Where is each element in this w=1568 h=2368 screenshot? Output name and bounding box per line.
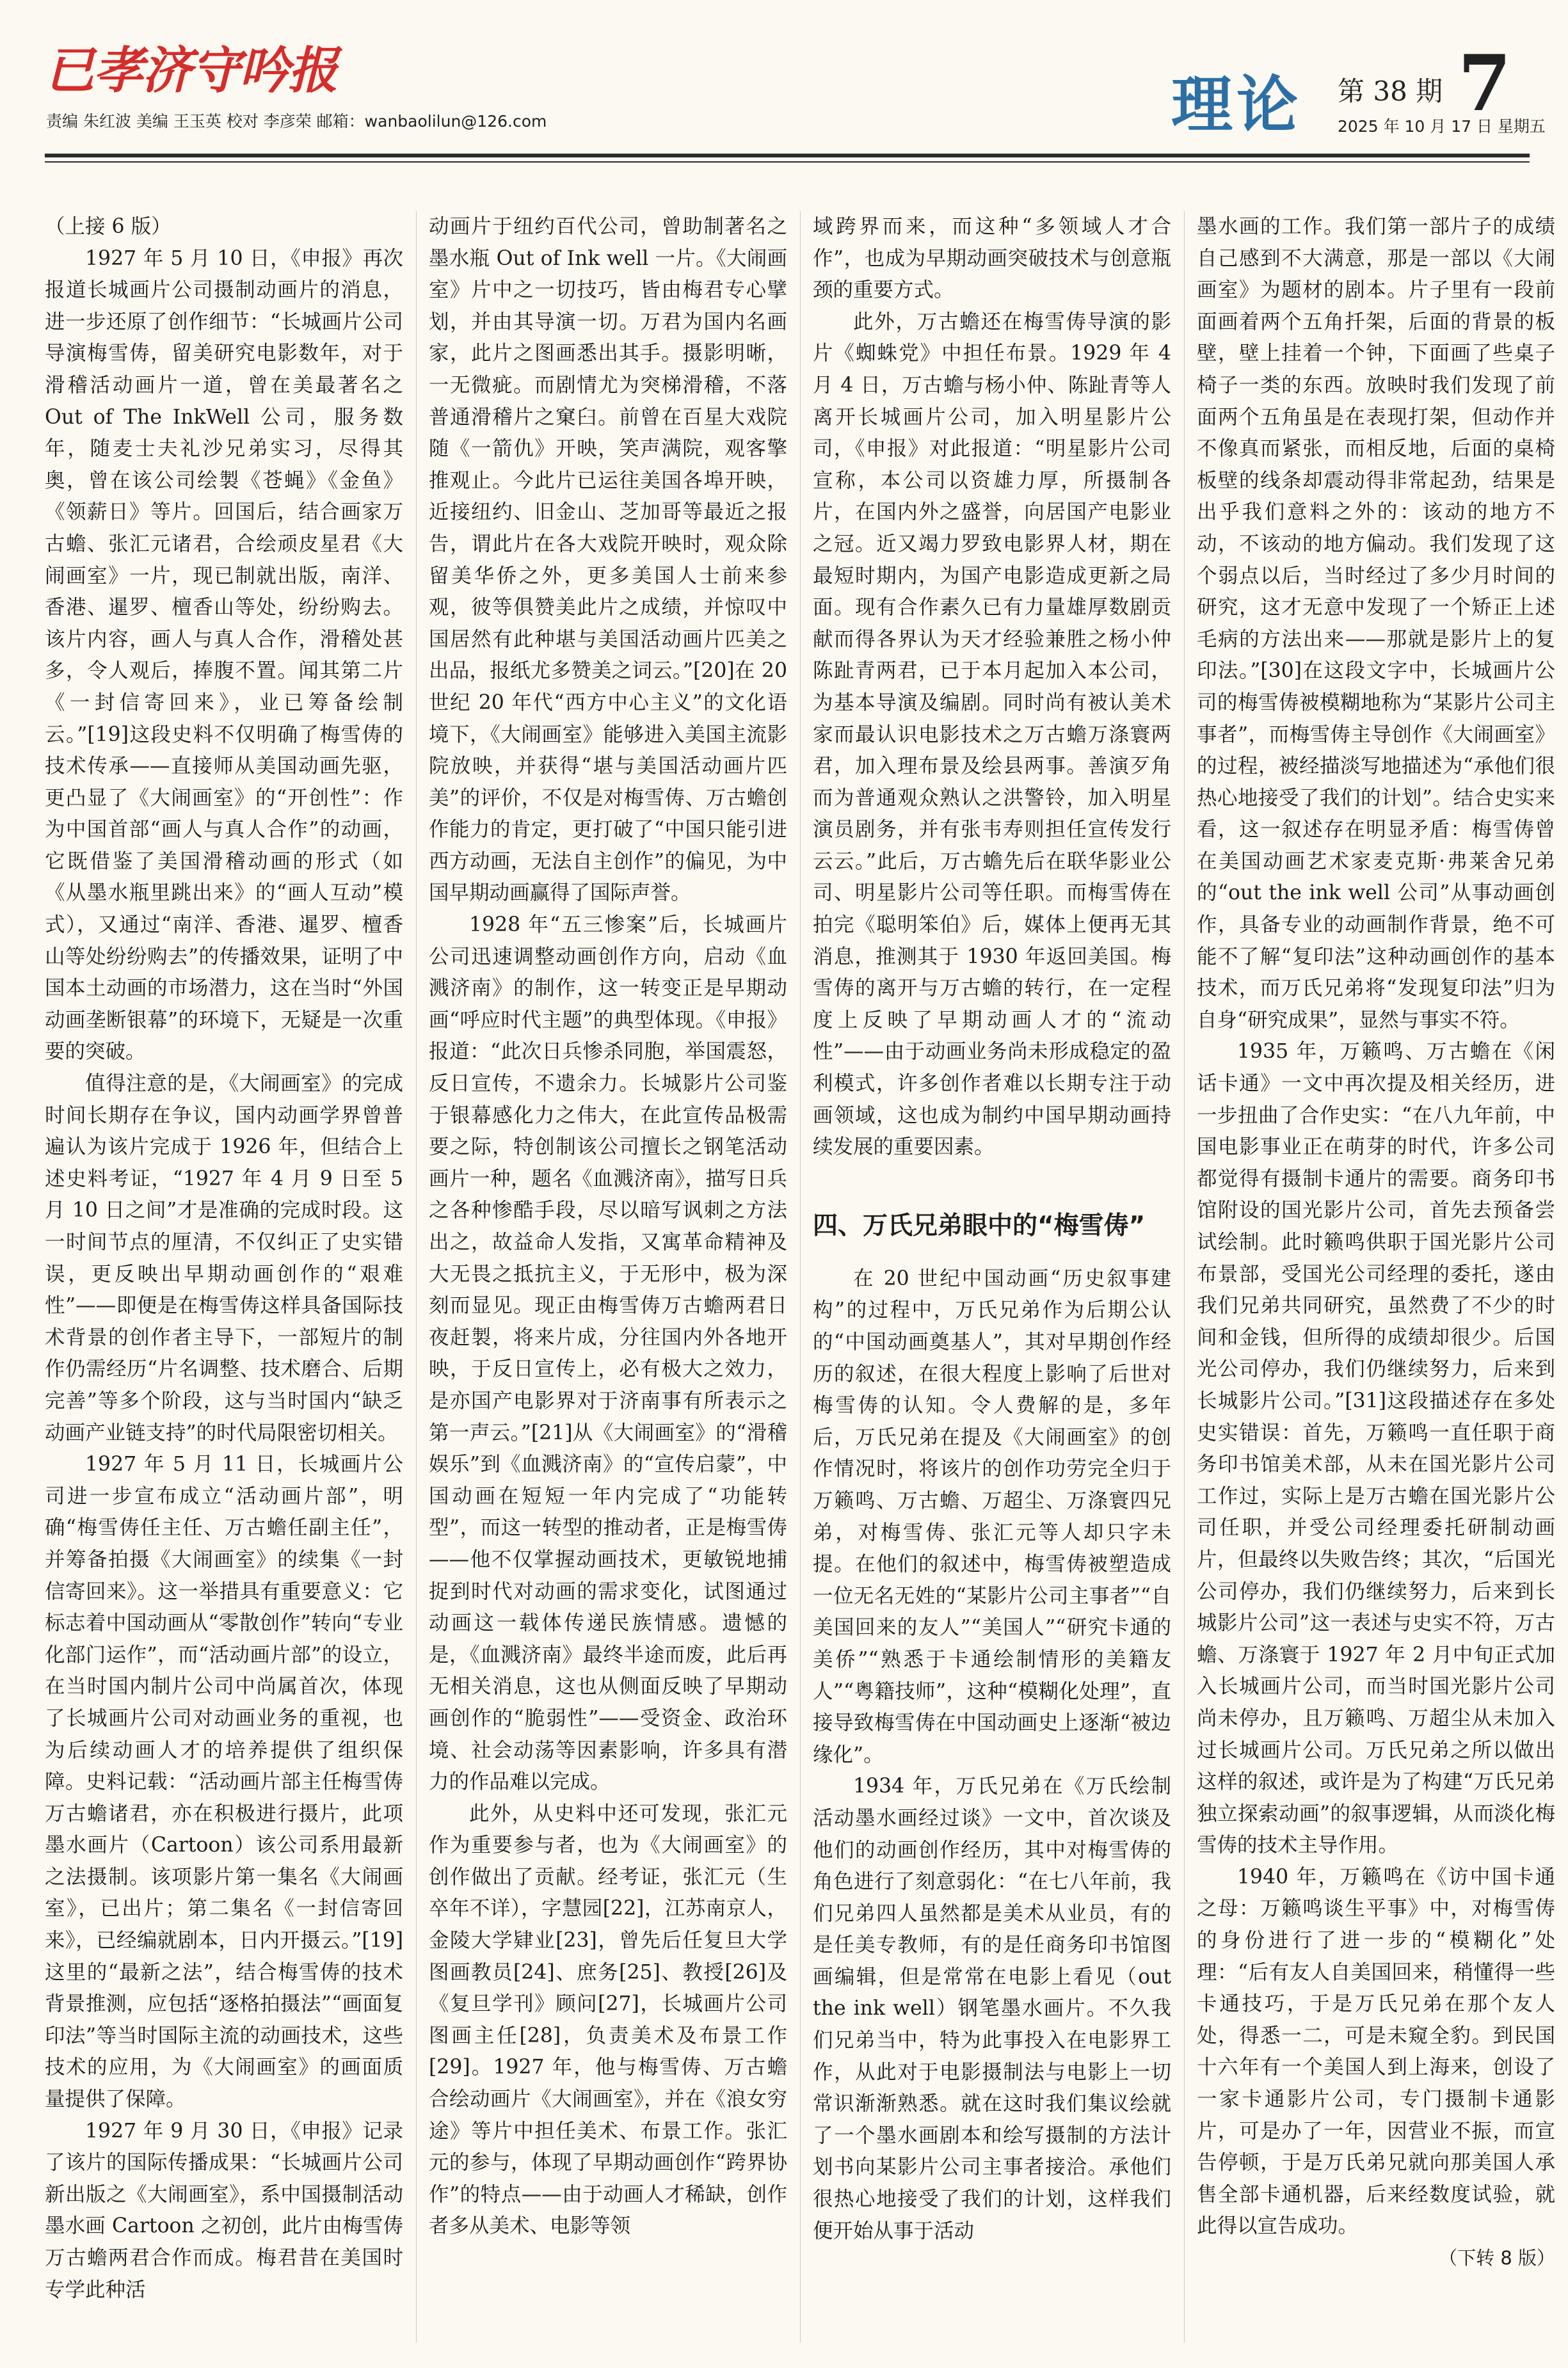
paragraph: 墨水画的工作。我们第一部片子的成绩自己感到不大满意，那是一部以《大闹画室》为题材的剧本。片子里有一段前面画着两个五角扦架，后面的背景的板壁，壁上挂着一个钟，下面画了些桌子椅子一类的东西。放映时我们发现了前面两个五角虽是在表现打架，但动作并不像真而紧张，而相反地，后面的桌椅板壁的线条却震动得非常起劲，结果是出乎我们意料之外的：该动的地方不动，不该动的地方偏动。我们发现了这个弱点以后，当时经过了多少月时间的研究，这才无意中发现了一个矫正上述毛病的方法出来——那就是影片上的复印法。”[30]在这段文字中，长城画片公司的梅雪俦被模糊地称为“某影片公司主事者”，而梅雪俦主导创作《大闹画室》的过程，被经描淡写地描述为“承他们很热心地接受了我们的计划”。结合史实来看，这一叙述存在明显矛盾：梅雪俦曾在美国动画艺术家麦克斯·弗莱舍兄弟的“out the ink well 公司”从事动画创作，具备专业的动画制作背景，绝不可能不了解“复印法”这种动画创作的基本技术，而万氏兄弟将“发现复印法”归为自身“研究成果”，显然与事实不符。 <box>1197 215 1555 1032</box>
column-divider <box>1184 211 1185 2342</box>
paragraph: 1935 年，万籁鸣、万古蟾在《闲话卡通》一文中再次提及相关经历，进一步扭曲了合作史实：“在八九年前，中国电影事业正在萌芽的时代，许多公司都觉得有摄制卡通片的需要。商务印书馆附设的国光影片公司，首先去预备尝试绘制。此时籁鸣供职于国光影片公司布景部，受国光公司经理的委托，遂由我们兄弟共同研究，虽然费了不少的时间和金钱，但所得的成绩却很少。后国光公司停办，我们仍继续努力，后来到长城影片公司。”[31]这段描述存在多处史实错误：首先，万籁鸣一直任职于商务印书馆美术部，从未在国光影片公司工作过，实际上是万古蟾在国光影片公司任职，并受公司经理委托研制动画片，但最终以失败告终；其次，“后国光公司停办，我们仍继续努力，后来到长城影片公司”这一表述与史实不符，万古蟾、万涤寰于 1927 年 2 月中旬正式加入长城画片公司，而当时国光影片公司尚未停办，且万籁鸣、万超尘从未加入过长城画片公司。万氏兄弟之所以做出这样的叙述，或许是为了构建“万氏兄弟独立探索动画”的叙事逻辑，从而淡化梅雪俦的技术主导作用。 <box>1197 1040 1555 1857</box>
page-header <box>45 26 1546 154</box>
header-rule <box>45 154 1530 157</box>
column-divider <box>800 211 801 2342</box>
paragraph: 1940 年，万籁鸣在《访中国卡通之母：万籁鸣谈生平事》中，对梅雪俦的身份进行了进一步的“模糊化”处理：“后有友人自美国回来，稍懂得一些卡通技巧，于是万氏兄弟在那个友人处，得悉一二，可是未窥全豹。到民国十六年有一个美国人到上海来，创设了一家卡通影片公司，专门摄制卡通影片，可是办了一年，因营业不振，而宣告停顿，于是万氏弟兄就向那美国人承售全部卡通机器，后来经数度试验，就此得以宣告成功。 <box>1197 1865 1555 2238</box>
section-heading: 四、万氏兄弟眼中的“梅雪俦” <box>813 1211 1146 1240</box>
publication-date: 2025 年 10 月 17 日 星期五 <box>1338 117 1546 136</box>
continued-on-note: （下转 8 版） <box>1439 2247 1555 2269</box>
paragraph: 1927 年 5 月 11 日，长城画片公司进一步宣布成立“活动画片部”，明确“梅雪俦任主任、万古蟾任副主任”，并筹备拍摄《大闹画室》的续集《一封信寄回来》。这一举措具有重要意义：它标志着中国动画从“零散创作”转向“专业化部门运作”，而“活动画片部”的设立，在当时国内制片公司中尚属首次，体现了长城画片公司对动画业务的重视，也为后续动画人才的培养提供了组织保障。史料记载：“活动画片部主任梅雪俦万古蟾诸君，亦在积极进行摄片，此项墨水画片（Cartoon）该公司系用最新之法摄制。该项影片第一集名《大闹画室》，已出片；第二集名《一封信寄回来》，已经编就剧本，日内开摄云。”[19]这里的“最新之法”，结合梅雪俦的技术背景推测，应包括“逐格拍摄法”“画面复印法”等当时国际主流的动画技术，这些技术的应用，为《大闹画室》的画面质量提供了保障。 <box>45 1453 403 2111</box>
header-rule-thin <box>45 161 1530 163</box>
column-2 <box>429 211 787 2342</box>
paragraph: 1927 年 9 月 30 日，《申报》记录了该片的国际传播成果：“长城画片公司新出版之《大闹画室》，系中国摄制活动墨水画 Cartoon 之初创，此片由梅雪俦万古蟾两君合作而成。梅君昔在美国时专学此种活 <box>45 2119 403 2301</box>
paragraph: 此外，从史料中还可发现，张汇元作为重要参与者，也为《大闹画室》的创作做出了贡献。经考证，张汇元（生卒年不详），字慧园[22]，江苏南京人，金陵大学肄业[23]，曾先后任复旦大学图画教员[24]、庶务[25]、教授[26]及《复旦学刊》顾问[27]，长城画片公司图画主任[28]，负责美术及布景工作[29]。1927 年，他与梅雪俦、万古蟾合绘动画片《大闹画室》，并在《浪女穷途》等片中担任美术、布景工作。张汇元的参与，体现了早期动画创作“跨界协作”的特点——由于动画人才稀缺，创作者多从美术、电影等领 <box>429 1802 787 2238</box>
column-3 <box>813 211 1171 2342</box>
continued-from-note: （上接 6 版） <box>45 215 172 238</box>
paragraph: 1928 年“五三惨案”后，长城画片公司迅速调整动画创作方向，启动《血溅济南》的制作，这一转变正是早期动画“呼应时代主题”的典型体现。《申报》报道：“此次日兵惨杀同胞，举国震怒，反日宣传，不遗余力。长城影片公司鉴于银幕感化力之伟大，在此宣传品极需要之际，特创制该公司擅长之钢笔活动画片一种，题名《血溅济南》，描写日兵之各种惨酷手段，尽以暗写讽刺之方法出之，故益命人发指，又寓革命精神及大无畏之抵抗主义，于无形中，极为深刻而显见。现正由梅雪俦万古蟾两君日夜赶製，将来片成，分往国内外各地开映，于反日宣传上，必有极大之效力，是亦国产电影界对于济南事有所表示之第一声云。”[21]从《大闹画室》的“滑稽娱乐”到《血溅济南》的“宣传启蒙”，中国动画在短短一年内完成了“功能转型”，而这一转型的推动者，正是梅雪俦——他不仅掌握动画技术，更敏锐地捕捉到时代对动画的需求变化，试图通过动画这一载体传递民族情感。遗憾的是，《血溅济南》最终半途而废，此后再无相关消息，这也从侧面反映了早期动画创作的“脆弱性”——受资金、政治环境、社会动荡等因素影响，许多具有潜力的作品难以完成。 <box>429 913 787 1794</box>
paragraph: 1934 年，万氏兄弟在《万氏绘制活动墨水画经过谈》一文中，首次谈及他们的动画创作经历，其中对梅雪俦的角色进行了刻意弱化：“在七八年前，我们兄弟四人虽然都是美术从业员，有的是任美专教师，有的是任商务印书馆图画编辑，但是常常在电影上看见（out the ink well）钢笔墨水画片。不久我们兄弟当中，特为此事投入在电影界工作，从此对于电影摄制法与电影上一切常识渐渐熟悉。就在这时我们集议绘就了一个墨水画剧本和绘写摄制的方法计划书向某影片公司主事者接洽。承他们很热心地接受了我们的计划，这样我们便开始从事于活动 <box>813 1775 1171 2243</box>
paragraph: 域跨界而来，而这种“多领域人才合作”，也成为早期动画突破技术与创意瓶颈的重要方式。 <box>813 215 1171 302</box>
paragraph: 此外，万古蟾还在梅雪俦导演的影片《蜘蛛党》中担任布景。1929 年 4 月 4 日，万古蟾与杨小仲、陈趾青等人离开长城画片公司，加入明星影片公司，《申报》对此报道：“明星影片公司宣称，本公司以资雄力厚，所摄制各片，在国内外之盛誉，向居国产电影业之冠。近又竭力罗致电影界人材，期在最短时期内，为国产电影造成更新之局面。现有合作素久已有力量雄厚数剧贡献而得各界认为天才经验兼胜之杨小仲陈趾青两君，已于本月起加入本公司，为基本导演及编剧。同时尚有被认美术家而最认识电影技术之万古蟾万涤寰两君，加入理布景及绘县两事。善演歹角而为普通观众熟认之洪警铃，加入明星演员剧务，并有张韦寿则担任宣传发行云云。”此后，万古蟾先后在联华影业公司、明星影片公司等任职。而梅雪俦在拍完《聪明笨伯》后，媒体上便再无其消息，推测其于 1930 年返回美国。梅雪俦的离开与万古蟾的转行，在一定程度上反映了早期动画人才的“流动性”——由于动画业务尚未形成稳定的盈利模式，许多创作者难以长期专注于动画领域，这也成为制约中国早期动画持续发展的重要因素。 <box>813 310 1171 1159</box>
issue-number: 第 38 期 <box>1338 76 1443 107</box>
page-number: 7 <box>1458 38 1512 129</box>
editors-line: 责编 朱红波 美编 王玉英 校对 李彦荣 邮箱：wanbaolilun@126.com <box>46 112 547 131</box>
paragraph: 动画片于纽约百代公司，曾助制著名之墨水瓶 Out of Ink well 一片。《大闹画室》片中之一切技巧，皆由梅君专心擘划，并由其导演一切。万君为国内名画家，此片之图画悉出其手。摄影明晰，一无微疵。而剧情尤为突梯滑稽，不落普通滑稽片之窠臼。前曾在百星大戏院随《一箭仇》开映，笑声满院，观客擎推观止。今此片已运往美国各埠开映，近接纽约、旧金山、芝加哥等最近之报告，谓此片在各大戏院开映时，观众除留美华侨之外，更多美国人士前来参观，彼等俱赞美此片之成绩，并惊叹中国居然有此种堪与美国活动画片匹美之出品，报纸尤多赞美之词云。”[20]在 20 世纪 20 年代“西方中心主义”的文化语境下，《大闹画室》能够进入美国主流影院放映，并获得“堪与美国活动画片匹美”的评价，不仅是对梅雪俦、万古蟾创作能力的肯定，更打破了“中国只能引进西方动画，无法自主创作”的偏见，为中国早期动画赢得了国际声誉。 <box>429 215 787 905</box>
column-1 <box>45 211 403 2342</box>
paragraph: 值得注意的是，《大闹画室》的完成时间长期存在争议，国内动画学界曾普遍认为该片完成于 1926 年，但结合上述史料考证，“1927 年 4 月 9 日至 5 月 10 日之间”才是准确的完成时段。这一时间节点的厘清，不仅纠正了史实错误，更反映出早期动画创作的“艰难性”——即便是在梅雪俦这样具备国际技术背景的创作者主导下，一部短片的制作仍需经历“片名调整、技术磨合、后期完善”等多个阶段，这与当时国内“缺乏动画产业链支持”的时代局限密切相关。 <box>45 1072 403 1444</box>
section-title: 理论 <box>1171 68 1302 141</box>
newspaper-masthead: 已孝济守吟报 <box>45 42 337 100</box>
paragraph: 在 20 世纪中国动画“历史叙事建构”的过程中，万氏兄弟作为后期公认的“中国动画奠基人”，其对早期创作经历的叙述，在很大程度上影响了后世对梅雪俦的认知。令人费解的是，多年后，万氏兄弟在提及《大闹画室》的创作情况时，将该片的创作功劳完全归于万籁鸣、万古蟾、万超尘、万涤寰四兄弟，对梅雪俦、张汇元等人却只字未提。在他们的叙述中，梅雪俦被塑造成一位无名无姓的“某影片公司主事者”“自美国回来的友人”“美国人”“研究卡通的美侨”“熟悉于卡通绘制情形的美籍友人”“粤籍技师”，这种“模糊化处理”，直接导致梅雪俦在中国动画史上逐渐“被边缘化”。 <box>813 1267 1171 1766</box>
paragraph: 1927 年 5 月 10 日，《申报》再次报道长城画片公司摄制动画片的消息，进一步还原了创作细节：“长城画片公司导演梅雪俦，留美研究电影数年，对于滑稽活动画片一道，曾在美最著名之 Out of The InkWell 公司，服务数年，随麦士夫礼沙兄弟实习，尽得其奥，曾在该公司绘製《苍蝇》《金鱼》《领薪日》等片。回国后，结合画家万古蟾、张汇元诸君，合绘顽皮星君《大闹画室》一片，现已制就出版，南洋、香港、暹罗、檀香山等处，纷纷购去。该片内容，画人与真人合作，滑稽处甚多，令人观后，捧腹不置。闻其第二片《一封信寄回来》，业已筹备绘制云。”[19]这段史料不仅明确了梅雪俦的技术传承——直接师从美国动画先驱，更凸显了《大闹画室》的“开创性”：作为中国首部“画人与真人合作”的动画，它既借鉴了美国滑稽动画的形式（如《从墨水瓶里跳出来》的“画人互动”模式），又通过“南洋、香港、暹罗、檀香山等处纷纷购去”的传播效果，证明了中国本土动画的市场潜力，这在当时“外国动画垄断银幕”的环境下，无疑是一次重要的突破。 <box>45 246 403 1064</box>
column-4 <box>1197 211 1555 2342</box>
column-divider <box>416 211 417 2342</box>
